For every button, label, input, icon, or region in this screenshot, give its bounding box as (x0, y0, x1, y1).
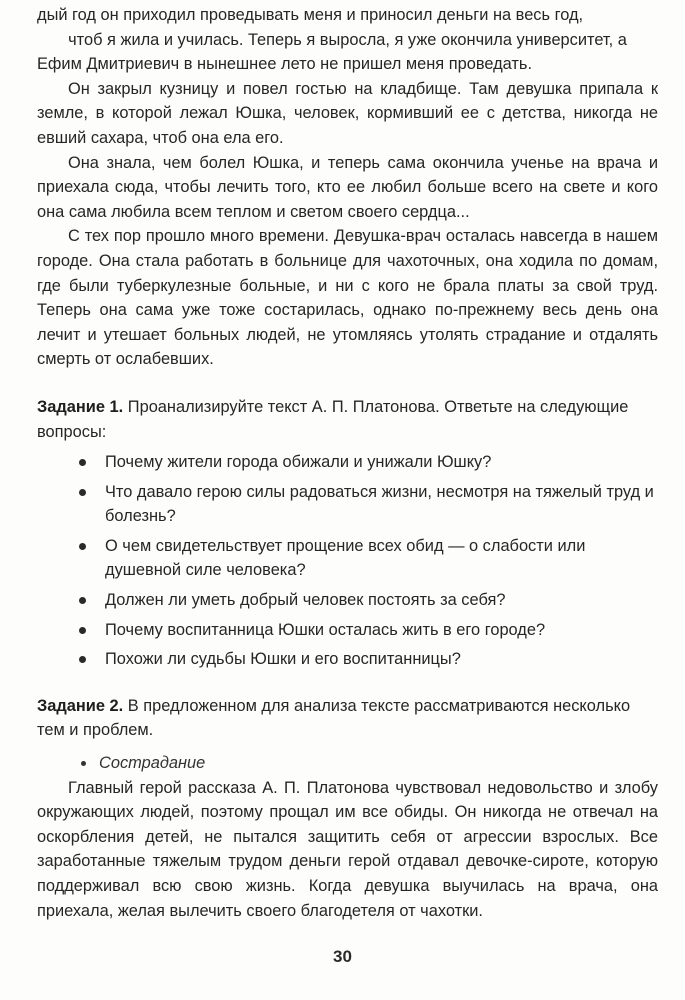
task-2-paragraph: Главный герой рассказа А. П. Платонова чувствовал недовольство и злобу окружающих людей, поэтому прощал им все обиды. Он никогда не отвечал на оскорбления детей, не пытался защитить себя от агрессии взрослых. Все заработанные тяжелым трудом деньги герой отдавал девочке-сироте, которую поддерживал всю свою жизнь. Когда девушка выучилась на врача, она приехала, желая вылечить своего благодетеля от чахотки. (37, 778, 658, 920)
page-number: 30 (333, 947, 352, 966)
bullet-icon (81, 761, 86, 766)
question-text: Что давало герою силы радоваться жизни, несмотря на тяжелый труд и болезнь? (105, 482, 654, 526)
task-2-title: Задание 2. (37, 696, 124, 715)
topic-item (37, 751, 658, 776)
task-1-title: Задание 1. (37, 397, 124, 416)
question-item (37, 480, 658, 529)
story-excerpt (37, 3, 658, 372)
story-line: дый год он приходил проведывать меня и приносил деньги на весь год, (37, 6, 584, 24)
topic-label: Сострадание (99, 754, 206, 773)
question-text: Почему воспитанница Юшки осталась жить в его городе? (105, 620, 546, 639)
story-line: Ефим Дмитриевич в нынешнее лето не пришел меня проведать. (37, 55, 533, 74)
question-text: Похожи ли судьбы Юшки и его воспитанницы? (105, 650, 461, 669)
question-text: Почему жители города обижали и унижали Юшку? (105, 453, 492, 472)
story-line: чтоб я жила и училась. Теперь я выросла, я уже окончила университет, а (68, 30, 627, 49)
task-1 (37, 395, 658, 672)
bullet-icon (79, 489, 86, 496)
question-item (37, 618, 658, 643)
task-1-intro (37, 395, 658, 444)
question-item (37, 534, 658, 583)
task-2-intro (37, 694, 658, 743)
bullet-icon (79, 656, 86, 663)
task-2-text: В предложенном для анализа тексте рассматриваются несколько тем и проблем. (37, 696, 631, 740)
story-paragraph: Она знала, чем болел Юшка, и теперь сама окончила ученье на врача и приехала сюда, чтобы лечить того, кто ее любил больше всего на свете и кого она сама любила всем теплом и светом своего сердца... (37, 153, 658, 221)
bullet-icon (79, 543, 86, 550)
task-1-text: Проанализируйте текст А. П. Платонова. Ответьте на следующие вопросы: (37, 397, 629, 441)
question-item (37, 450, 658, 475)
page-content (37, 3, 658, 923)
question-item (37, 588, 658, 613)
story-paragraph: С тех пор прошло много времени. Девушка-врач осталась навсегда в нашем городе. Она стала работать в больнице для чахоточных, она ходила по домам, где были туберкулезные больные, и ни с кого не брала платы за свой труд. Теперь она сама уже тоже состарилась, однако по-прежнему весь день она лечит и утешает больных людей, не утомляясь утолять страдание и отдалять смерть от ослабевших. (37, 227, 658, 369)
question-list (37, 450, 658, 672)
task-2 (37, 694, 658, 923)
question-text: Должен ли уметь добрый человек постоять за себя? (105, 591, 506, 610)
question-item (37, 647, 658, 672)
story-paragraph: Он закрыл кузницу и повел гостью на кладбище. Там девушка припала к земле, в которой лежал Юшка, человек, кормивший ее с детства, никогда не евший сахара, чтоб она ела его. (37, 79, 658, 147)
bullet-icon (79, 459, 86, 466)
bullet-icon (79, 627, 86, 634)
bullet-icon (79, 597, 86, 604)
question-text: О чем свидетельствует прощение всех обид — о слабости или душевной силе человека? (105, 536, 586, 580)
